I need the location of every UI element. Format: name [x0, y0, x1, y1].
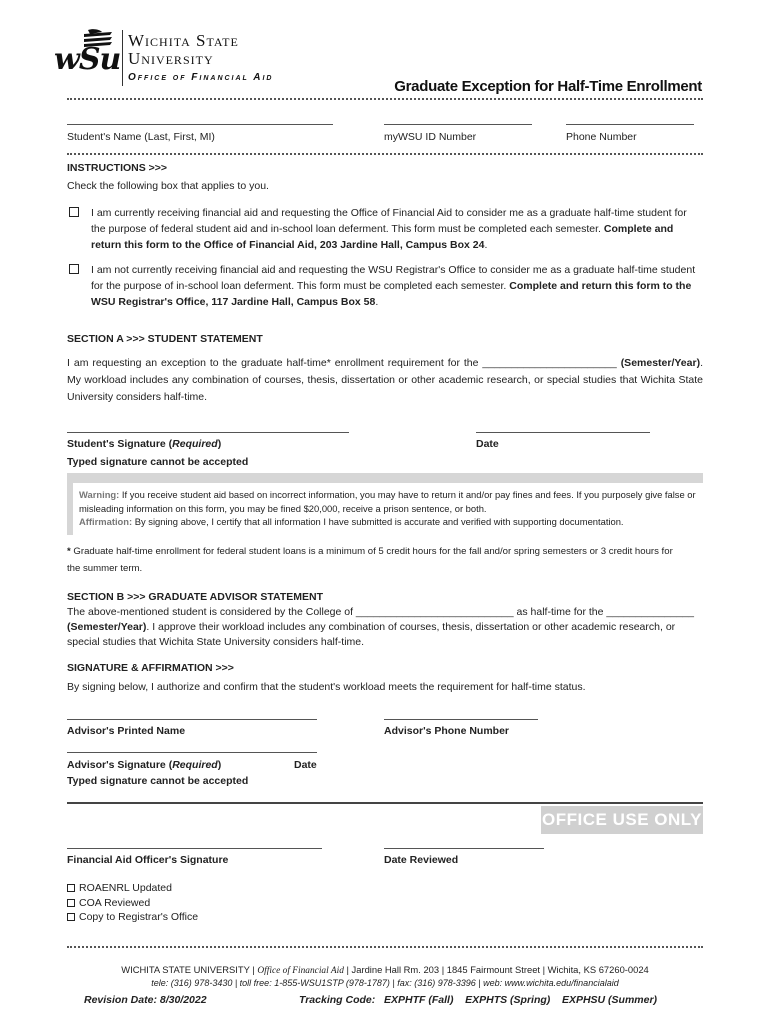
- checklist-checkbox[interactable]: [67, 884, 75, 892]
- advisor-name-line: [67, 719, 317, 720]
- instructions-intro: Check the following box that applies to you.: [67, 180, 269, 192]
- section-a-heading: SECTION A >>> STUDENT STATEMENT: [67, 333, 263, 345]
- form-title: Graduate Exception for Half-Time Enrollment: [394, 78, 702, 95]
- phone-label: Phone Number: [566, 131, 637, 143]
- office-use-rule: [67, 802, 703, 804]
- section-b-line-2: . I approve their workload includes any combination of courses, thesis, dissertation or other academic research, or special studies that Wichita State University considers half-time.: [67, 621, 676, 648]
- affirmation-text: By signing above, I certify that all information I have submitted is accurate and verified with supporting documentation.: [134, 516, 624, 527]
- section-a-statement: [67, 355, 703, 406]
- office-checklist: [67, 881, 198, 925]
- warning-text: If you receive student aid based on incorrect information, you may have to return it and/or pay fines and fees. If you purposely give false or misleading information on this form, you may be fined $20,000, receive a prison sentence, or both.: [79, 489, 696, 514]
- section-b-semester-year: (Semester/Year): [67, 621, 147, 633]
- footnote-text: Graduate half-time enrollment for federal student loans is a minimum of 5 credit hours for the fall and/or spring semesters or 3 credit hours for the summer term.: [67, 546, 673, 574]
- statement-semester-year: (Semester/Year): [620, 357, 701, 369]
- advisor-typed-note: Typed signature cannot be accepted: [67, 775, 249, 787]
- required-label: Required: [172, 438, 218, 450]
- advisor-phone-label: Advisor's Phone Number: [384, 725, 510, 737]
- option-1-body: I am currently receiving financial aid and requesting the Office of Financial Aid to consider me as a graduate half-time student for the purpose of federal student aid and in-school loan deferment. This form must be completed each semester.: [91, 207, 687, 235]
- section-b-line-1: The above-mentioned student is considered by the College of ___________________________ as half-time for the _______________: [67, 606, 694, 618]
- checklist-label: ROAENRL Updated: [79, 882, 172, 894]
- advisor-signature-text: Advisor's Signature (: [67, 759, 173, 771]
- option-1-text: I am currently receiving financial aid and requesting the Office of Financial Aid to consider me as a graduate half-time student for the purpose of federal student aid and in-school loan deferment. This form must be completed each semester. Complete and return this form to the Office of Financial Aid, 203 Jardine Hall, Campus Box 24.: [91, 207, 687, 251]
- option-1-return: Complete and return this form to the Office of Financial Aid, 203 Jardine Hall, Campus Box 24: [91, 223, 674, 251]
- typed-signature-note: Typed signature cannot be accepted: [67, 456, 249, 468]
- phone-line: [566, 124, 694, 125]
- id-line: [384, 124, 532, 125]
- student-signature-line: [67, 432, 349, 433]
- student-date-line: [476, 432, 650, 433]
- option-1: [67, 205, 703, 253]
- logo-text: wSu: [54, 42, 121, 77]
- advisor-name-label: Advisor's Printed Name: [67, 725, 186, 737]
- option-2-text: I am not currently receiving financial aid and requesting the WSU Registrar's Office to consider me as a graduate half-time student for the purpose of in-school loan deferment. This form must be completed each semester. Complete and return this form to the WSU Registrar's Office, 117 Jardine Hall, Campus Box 58.: [91, 264, 696, 308]
- header-divider: [67, 98, 703, 100]
- advisor-signature-line: [67, 752, 317, 753]
- student-signature-label: [67, 438, 221, 450]
- university-line-1: Wichita State: [128, 31, 239, 50]
- section-b-statement: [67, 605, 703, 650]
- checklist-checkbox[interactable]: [67, 899, 75, 907]
- affirmation-heading: SIGNATURE & AFFIRMATION >>>: [67, 662, 234, 674]
- fields-divider: [67, 153, 703, 155]
- office-use-banner: [541, 806, 703, 834]
- university-line-2: University: [128, 49, 214, 68]
- tracking-label: Tracking Code:: [299, 994, 376, 1006]
- tracking-code-fall: EXPHTF (Fall): [384, 994, 454, 1006]
- tracking-codes: [299, 994, 657, 1006]
- footer-university: WICHITA STATE UNIVERSITY |: [121, 964, 255, 975]
- tracking-code-spring: EXPHTS (Spring): [465, 994, 551, 1006]
- option-2-return: Complete and return this form to the WSU Registrar's Office, 117 Jardine Hall, Campus Box 58: [91, 280, 692, 308]
- checklist-checkbox[interactable]: [67, 913, 75, 921]
- student-name-label: Student's Name (Last, First, MI): [67, 131, 215, 143]
- footnote: [67, 543, 677, 577]
- officer-signature-label: Financial Aid Officer's Signature: [67, 854, 229, 866]
- university-name: [128, 32, 239, 68]
- footnote-marker: *: [67, 546, 71, 557]
- office-use-text: OFFICE USE ONLY: [542, 810, 702, 829]
- option-2: [67, 262, 703, 310]
- advisor-date-label: Date: [294, 759, 317, 771]
- footer-office: Office of Financial Aid: [257, 966, 344, 976]
- checklist-item: [67, 896, 198, 911]
- wsu-id-label: myWSU ID Number: [384, 131, 477, 143]
- section-b-heading: SECTION B >>> GRADUATE ADVISOR STATEMENT: [67, 591, 324, 603]
- officer-signature-line: [67, 848, 322, 849]
- date-reviewed-label: Date Reviewed: [384, 854, 459, 866]
- affirmation-statement: By signing below, I authorize and confirm that the student's workload meets the requirement for half-time status.: [67, 681, 586, 693]
- student-date-label: Date: [476, 438, 499, 450]
- statement-part-1: I am requesting an exception to the graduate half-time* enrollment requirement for the _______________________: [67, 357, 617, 369]
- warning-paragraph: [79, 488, 699, 515]
- warning-label: Warning:: [79, 489, 120, 500]
- affirmation-label: Affirmation:: [79, 516, 133, 527]
- checklist-item: [67, 910, 198, 925]
- option-2-checkbox[interactable]: [69, 264, 79, 274]
- advisor-required-label: Required: [172, 759, 218, 771]
- tracking-code-summer: EXPHSU (Summer): [561, 994, 658, 1006]
- checklist-label: Copy to Registrar's Office: [79, 911, 199, 923]
- student-signature-text: Student's Signature (: [67, 438, 173, 450]
- name-line: [67, 124, 333, 125]
- footer-street: | Jardine Hall Rm. 203 | 1845 Fairmount Street | Wichita, KS 67260-0024: [346, 964, 649, 975]
- wsu-logo: [54, 28, 121, 80]
- warning-box: [67, 473, 703, 535]
- advisor-signature-end: ): [217, 759, 222, 771]
- date-reviewed-line: [384, 848, 544, 849]
- revision-date: Revision Date: 8/30/2022: [84, 994, 207, 1006]
- advisor-signature-label: [67, 759, 221, 771]
- checklist-item: [67, 881, 198, 896]
- footer-contact: tele: (316) 978-3430 | toll free: 1-855-WSU1STP (978-1787) | fax: (316) 978-3396 | web: www.wichita.edu/financialaid: [151, 978, 619, 988]
- checklist-label: COA Reviewed: [79, 896, 151, 909]
- footer-address: [0, 964, 770, 976]
- footer-divider: [67, 946, 703, 948]
- student-signature-end: ): [217, 438, 222, 450]
- advisor-phone-line: [384, 719, 538, 720]
- office-name: Office of Financial Aid: [128, 72, 274, 83]
- affirmation-paragraph: [79, 515, 699, 529]
- option-1-checkbox[interactable]: [69, 207, 79, 217]
- logo-divider: [122, 30, 123, 86]
- instructions-heading: INSTRUCTIONS >>>: [67, 162, 168, 174]
- option-2-body: I am not currently receiving financial aid and requesting the WSU Registrar's Office to consider me as a graduate half-time student for the purpose of in-school loan deferment. This form must be completed each semester.: [91, 264, 696, 292]
- statement-part-2: . My workload includes any combination of courses, thesis, dissertation or other academic research, or special studies that Wichita State University considers half-time.: [67, 357, 703, 403]
